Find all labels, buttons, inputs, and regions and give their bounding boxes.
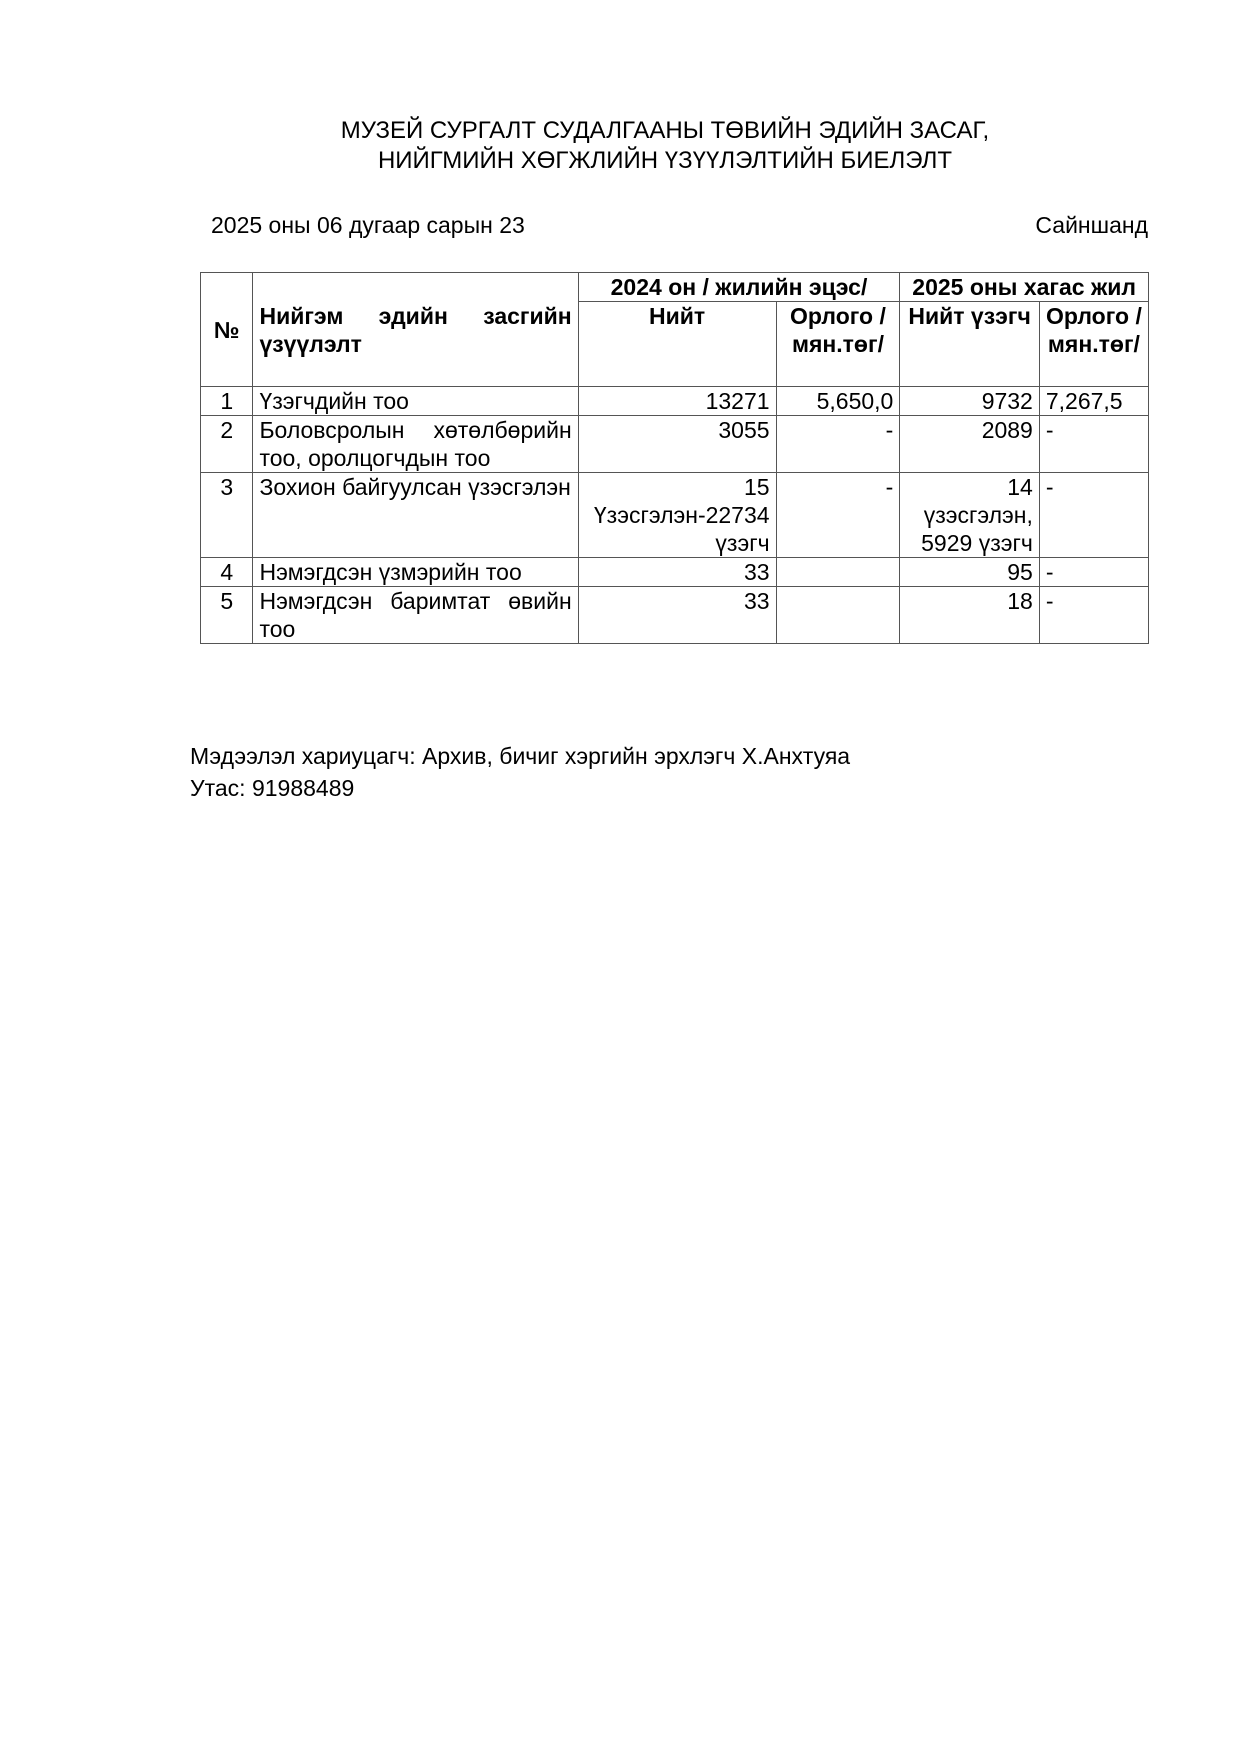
row-total-2024: 3055 — [578, 416, 776, 473]
footer — [190, 740, 850, 804]
row-total-2024: 33 — [578, 587, 776, 644]
responsible-person: Мэдээлэл хариуцагч: Архив, бичиг хэргийн эрхлэгч Х.Анхтуяа — [190, 743, 851, 769]
row-no: 2 — [201, 416, 253, 473]
row-indicator: Нэмэгдсэн баримтат өвийн тоо — [253, 587, 578, 644]
row-total-2024: 15 Үзэсгэлэн-22734 үзэгч — [578, 473, 776, 558]
row-income-2025: 7,267,5 — [1039, 387, 1148, 416]
header-income-2024: Орлого /мян.төг/ — [776, 302, 900, 387]
table-row — [201, 558, 1149, 587]
document-title — [0, 116, 1241, 176]
header-group-2024: 2024 он / жилийн эцэс/ — [578, 273, 900, 302]
row-total-2024: 33 — [578, 558, 776, 587]
row-total-2024: 13271 — [578, 387, 776, 416]
indicators-table — [200, 272, 1149, 644]
title-line-1: МУЗЕЙ СУРГАЛТ СУДАЛГААНЫ ТӨВИЙН ЭДИЙН ЗАСАГ, — [340, 117, 990, 144]
table-row — [201, 473, 1149, 558]
row-total-2025: 9732 — [900, 387, 1040, 416]
row-income-2025: - — [1039, 416, 1148, 473]
row-indicator: Үзэгчдийн тоо — [253, 387, 578, 416]
row-indicator: Боловсролын хөтөлбөрийн тоо, оролцогчдын тоо — [253, 416, 578, 473]
header-total-2024: Нийт — [578, 302, 776, 387]
row-income-2024 — [776, 558, 900, 587]
row-income-2025: - — [1039, 558, 1148, 587]
table-row — [201, 387, 1149, 416]
row-no: 3 — [201, 473, 253, 558]
title-line-2: НИЙГМИЙН ХӨГЖЛИЙН ҮЗҮҮЛЭЛТИЙН БИЕЛЭЛТ — [377, 147, 953, 174]
row-no: 5 — [201, 587, 253, 644]
row-income-2025: - — [1039, 587, 1148, 644]
row-income-2024: - — [776, 416, 900, 473]
header-indicator: Нийгэм эдийн засгийн үзүүлэлт — [253, 273, 578, 387]
row-total-2025: 18 — [900, 587, 1040, 644]
row-no: 4 — [201, 558, 253, 587]
header-group-2025: 2025 оны хагас жил — [900, 273, 1149, 302]
row-income-2025: - — [1039, 473, 1148, 558]
row-total-2025: 95 — [900, 558, 1040, 587]
table-row — [201, 587, 1149, 644]
row-indicator: Нэмэгдсэн үзмэрийн тоо — [253, 558, 578, 587]
row-total-2025: 2089 — [900, 416, 1040, 473]
header-total-2025: Нийт үзэгч — [900, 302, 1040, 387]
header-income-2025: Орлого /мян.төг/ — [1039, 302, 1148, 387]
report-place: Сайншанд — [1035, 212, 1148, 238]
row-income-2024: - — [776, 473, 900, 558]
row-total-2025: 14 үзэсгэлэн, 5929 үзэгч — [900, 473, 1040, 558]
row-income-2024: 5,650,0 — [776, 387, 900, 416]
phone-number: Утас: 91988489 — [190, 775, 355, 801]
table-row — [201, 416, 1149, 473]
header-no: № — [201, 273, 253, 387]
row-income-2024 — [776, 587, 900, 644]
row-indicator: Зохион байгуулсан үзэсгэлэн — [253, 473, 578, 558]
row-no: 1 — [201, 387, 253, 416]
report-date: 2025 оны 06 дугаар сарын 23 — [211, 212, 525, 238]
